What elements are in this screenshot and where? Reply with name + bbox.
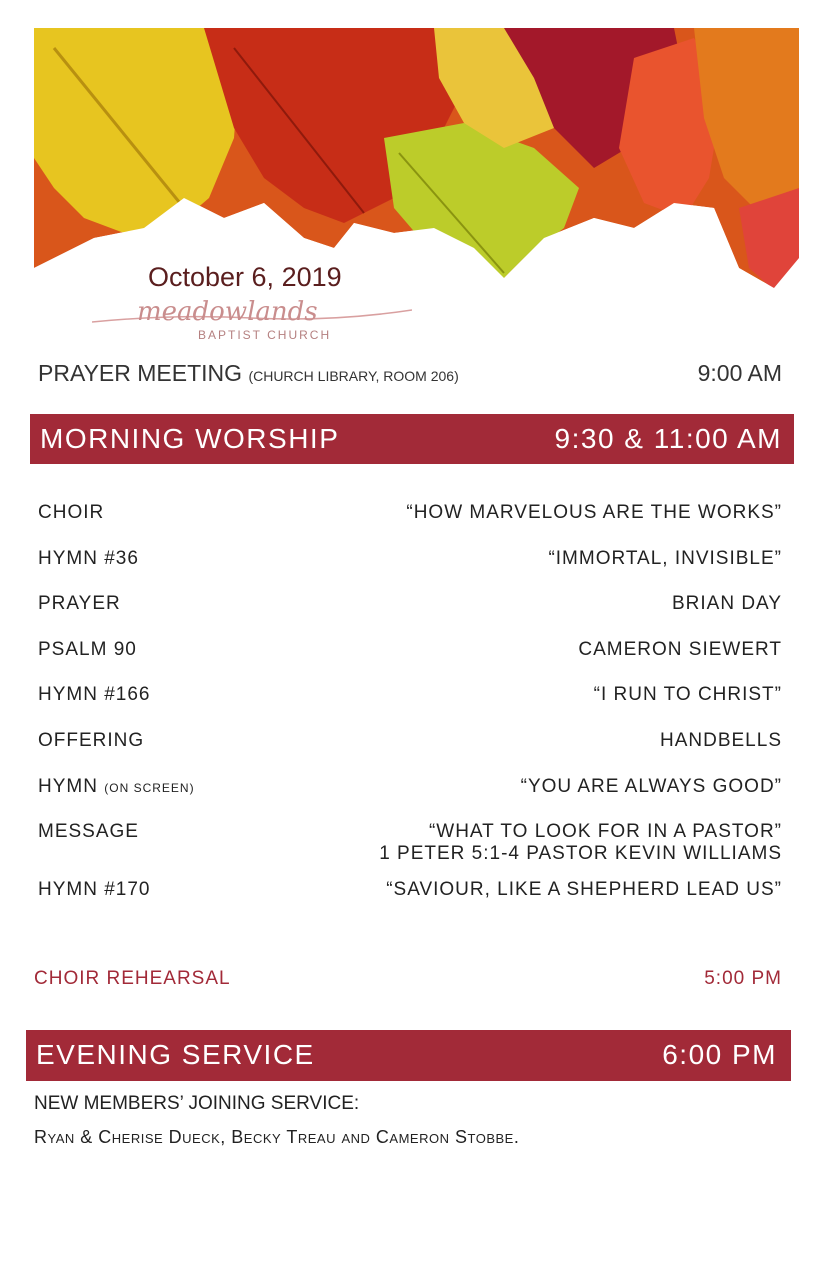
order-item: CHOIR	[38, 502, 105, 523]
order-detail: “HOW MARVELOUS ARE THE WORKS”	[406, 502, 782, 523]
order-item: HYMN #166	[38, 684, 151, 705]
order-item: HYMN #170	[38, 879, 151, 900]
evening-service-subtitle: NEW MEMBERS’ JOINING SERVICE:	[34, 1093, 360, 1114]
order-detail: “WHAT TO LOOK FOR IN A PASTOR”	[428, 821, 782, 842]
order-item: PRAYER	[38, 593, 121, 614]
prayer-meeting-time: 9:00 AM	[697, 360, 782, 386]
prayer-meeting-line	[38, 360, 782, 387]
church-logo	[92, 292, 412, 332]
choir-rehearsal-line	[34, 968, 782, 990]
new-members-names: Ryan & Cherise Dueck, Becky Treau and Cameron Stobbe.	[34, 1127, 520, 1147]
evening-service-bar	[26, 1030, 791, 1081]
choir-rehearsal-label: CHOIR REHEARSAL	[34, 968, 231, 989]
evening-service-title: EVENING SERVICE	[36, 1039, 315, 1070]
order-item-note: (ON SCREEN)	[104, 781, 195, 795]
evening-service-time: 6:00 PM	[662, 1039, 777, 1070]
logo-script-text: meadowlands	[137, 297, 318, 327]
order-detail: “IMMORTAL, INVISIBLE”	[548, 548, 782, 569]
prayer-meeting-location: (CHURCH LIBRARY, ROOM 206)	[248, 368, 459, 384]
order-detail: “I RUN TO CHRIST”	[593, 684, 782, 705]
order-item: HYMN	[38, 776, 98, 797]
morning-worship-time: 9:30 & 11:00 AM	[554, 423, 782, 454]
order-detail: HANDBELLS	[660, 730, 782, 751]
choir-rehearsal-time: 5:00 PM	[704, 968, 782, 989]
order-detail: “SAVIOUR, LIKE A SHEPHERD LEAD US”	[386, 879, 782, 900]
morning-worship-title: MORNING WORSHIP	[40, 423, 340, 454]
logo-subtitle: BAPTIST CHURCH	[198, 328, 332, 342]
morning-worship-bar	[30, 414, 794, 464]
prayer-meeting-label: PRAYER MEETING	[38, 360, 243, 386]
order-item: OFFERING	[38, 730, 145, 751]
bulletin-date: October 6, 2019	[148, 262, 342, 292]
order-detail: BRIAN DAY	[671, 593, 782, 614]
order-detail: “YOU ARE ALWAYS GOOD”	[520, 776, 782, 797]
order-detail: CAMERON SIEWERT	[578, 639, 782, 660]
order-item: PSALM 90	[38, 639, 137, 660]
order-detail-scripture: 1 PETER 5:1-4 PASTOR KEVIN WILLIAMS	[379, 843, 782, 864]
order-item: MESSAGE	[38, 821, 139, 842]
order-item: HYMN #36	[38, 548, 139, 569]
